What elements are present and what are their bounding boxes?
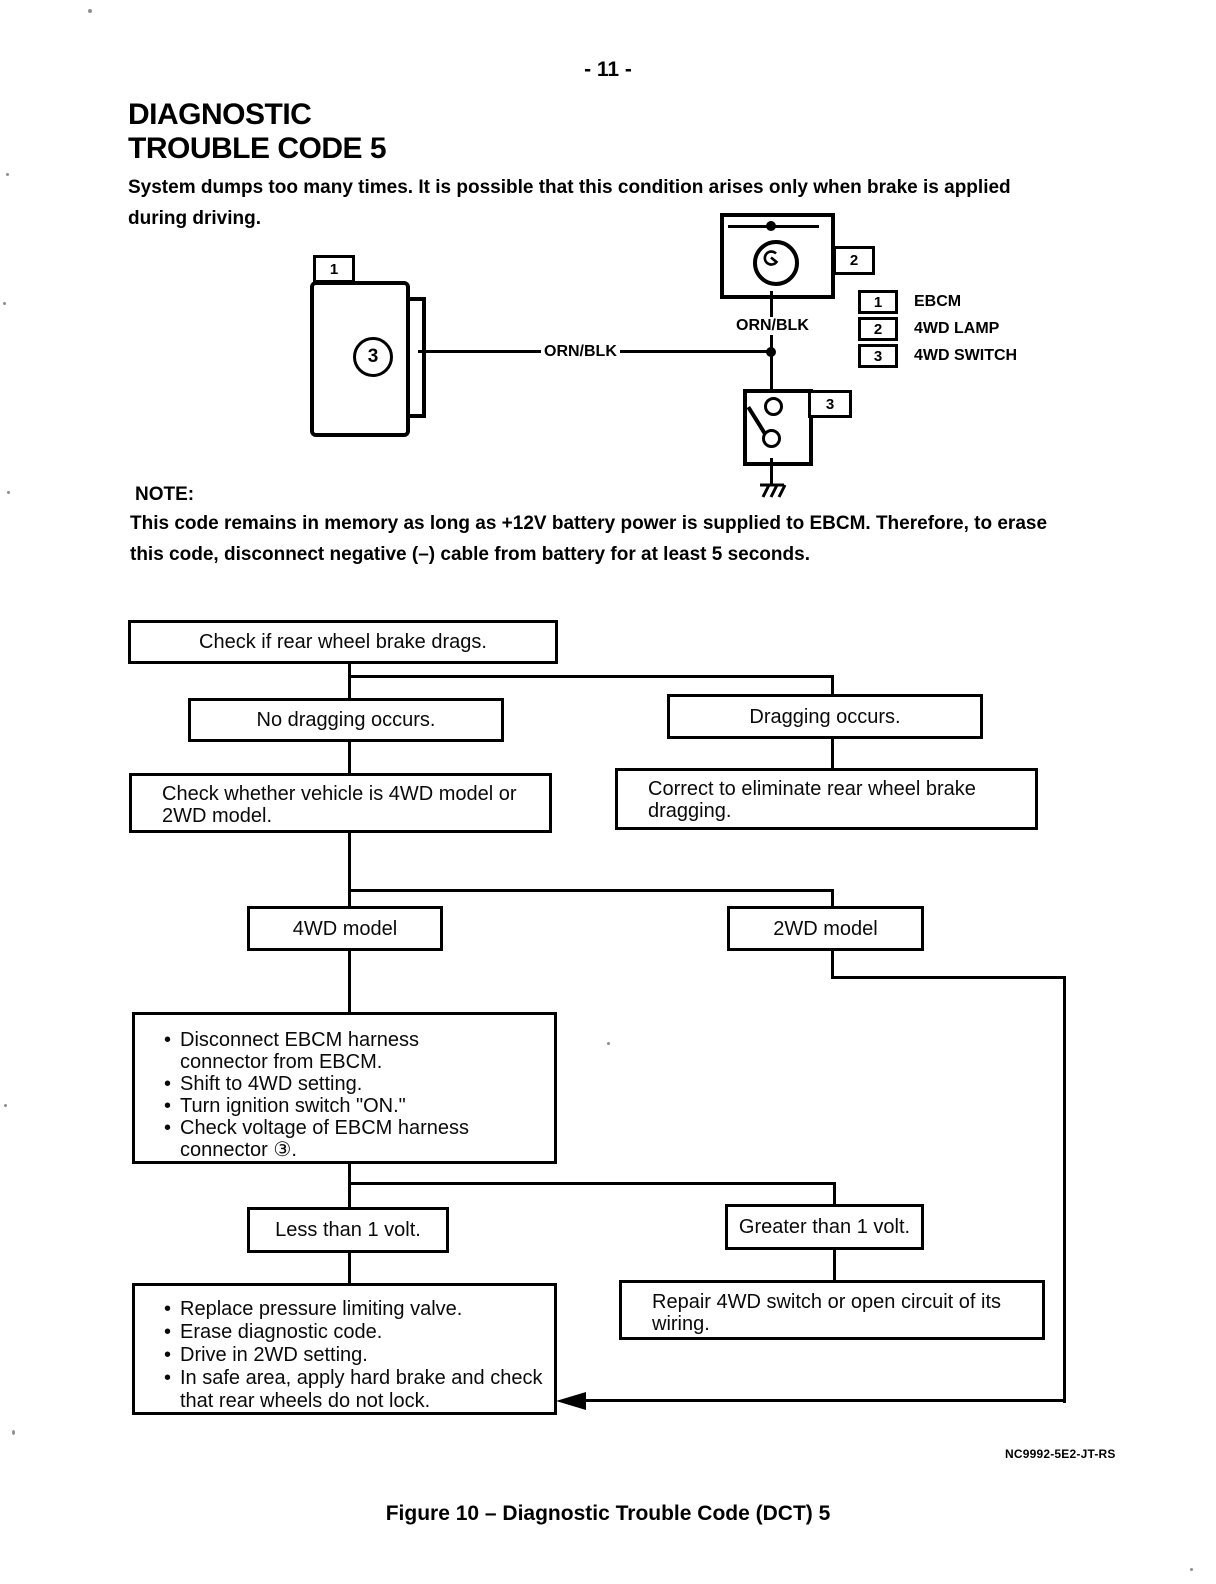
wire-label-horizontal: ORN/BLK	[541, 343, 620, 361]
scan-speck	[607, 1042, 610, 1045]
wire-vertical-seg2	[770, 334, 773, 389]
connector-line	[348, 889, 834, 892]
4wd-steps-list	[163, 1029, 502, 1161]
wire-vertical-seg1	[770, 291, 773, 317]
scan-speck	[12, 1430, 15, 1435]
return-arrowhead-icon	[556, 1392, 586, 1410]
scan-speck	[3, 302, 6, 305]
connector-line	[831, 976, 1066, 979]
wire-label-vertical: ORN/BLK	[733, 317, 812, 335]
flow-box-2wd-model: 2WD model	[727, 906, 924, 951]
reference-code: NC9992-5E2-JT-RS	[1005, 1447, 1116, 1461]
connector-line	[348, 1182, 836, 1185]
lamp-filament-icon	[760, 247, 784, 271]
connector-line	[831, 889, 834, 907]
page-title-line1: DIAGNOSTIC	[128, 98, 312, 131]
connector-line	[348, 944, 351, 1014]
tag-2-lamp: 2	[833, 246, 875, 275]
list-item: • Erase diagnostic code.	[163, 1321, 546, 1344]
legend-item-switch	[858, 344, 1017, 368]
legend-item-lamp	[858, 317, 999, 341]
list-item: • Turn ignition switch "ON."	[163, 1095, 502, 1117]
return-arrow-line	[583, 1399, 1066, 1402]
connector-pin-3: 3	[353, 337, 393, 377]
wire-junction-dot	[766, 347, 776, 357]
flow-box-replace-steps	[132, 1283, 557, 1415]
tag-3-switch: 3	[808, 390, 852, 418]
list-item: • Drive in 2WD setting.	[163, 1344, 546, 1367]
list-item: • In safe area, apply hard brake and check that rear wheels do not lock.	[163, 1367, 546, 1413]
connector-line	[348, 675, 834, 678]
scan-speck	[7, 491, 10, 494]
connector-line	[348, 1182, 351, 1208]
flowchart	[0, 560, 1216, 1430]
lamp-bus-dot	[766, 221, 776, 231]
connector-line	[348, 675, 351, 700]
flow-box-no-dragging: No dragging occurs.	[188, 698, 504, 742]
legend-tag-1: 1	[858, 290, 898, 314]
flow-box-start: Check if rear wheel brake drags.	[128, 620, 558, 664]
note-body: This code remains in memory as long as +12V battery power is supplied to EBCM. Therefore, to erase this code, disconnect negative (–) cable from battery for at least 5 seconds.	[130, 513, 1048, 565]
legend-item-ebcm	[858, 290, 961, 314]
switch-terminal-bottom	[762, 429, 781, 448]
legend-tag-3: 3	[858, 344, 898, 368]
figure-caption: Figure 10 – Diagnostic Trouble Code (DCT) 5	[385, 1502, 831, 1525]
connector-line	[1063, 976, 1066, 1403]
note-heading: NOTE:	[135, 484, 195, 505]
legend-label-lamp: 4WD LAMP	[914, 320, 1000, 337]
connector-line	[348, 889, 351, 907]
list-item: • Shift to 4WD setting.	[163, 1073, 502, 1095]
legend-tag-2: 2	[858, 317, 898, 341]
intro-paragraph: System dumps too many times. It is possible that this condition arises only when brake is applied during driving.	[128, 177, 1011, 229]
list-item: • Check voltage of EBCM harness connector ③.	[163, 1117, 502, 1161]
flow-box-check-model: Check whether vehicle is 4WD model or 2WD model.	[129, 773, 552, 833]
list-item: • Disconnect EBCM harness connector from EBCM.	[163, 1029, 502, 1073]
page-title-line2: TROUBLE CODE 5	[128, 132, 387, 165]
connector-line	[348, 832, 351, 892]
flow-box-dragging: Dragging occurs.	[667, 694, 983, 739]
switch-terminal-top	[764, 397, 783, 416]
flow-box-4wd-steps	[132, 1012, 557, 1164]
tag-1-ebcm: 1	[313, 255, 355, 283]
flow-box-repair-switch: Repair 4WD switch or open circuit of its wiring.	[619, 1280, 1045, 1340]
flow-box-correct-dragging: Correct to eliminate rear wheel brake dragging.	[615, 768, 1038, 830]
scan-speck	[88, 9, 92, 13]
list-item: • Replace pressure limiting valve.	[163, 1298, 546, 1321]
ground-icon	[756, 481, 788, 499]
page-number: - 11 -	[584, 58, 632, 81]
legend-label-ebcm: EBCM	[914, 293, 962, 310]
replace-steps-list	[163, 1298, 546, 1413]
flow-box-4wd-model: 4WD model	[247, 906, 443, 951]
flow-box-less-than-1v: Less than 1 volt.	[247, 1207, 449, 1253]
scan-speck	[6, 173, 9, 176]
legend-label-switch: 4WD SWITCH	[914, 347, 1018, 364]
flow-box-greater-than-1v: Greater than 1 volt.	[725, 1204, 924, 1250]
scan-speck	[1190, 1568, 1193, 1571]
scan-speck	[4, 1104, 7, 1107]
connector-line	[833, 1182, 836, 1205]
wiring-diagram	[0, 0, 1216, 520]
